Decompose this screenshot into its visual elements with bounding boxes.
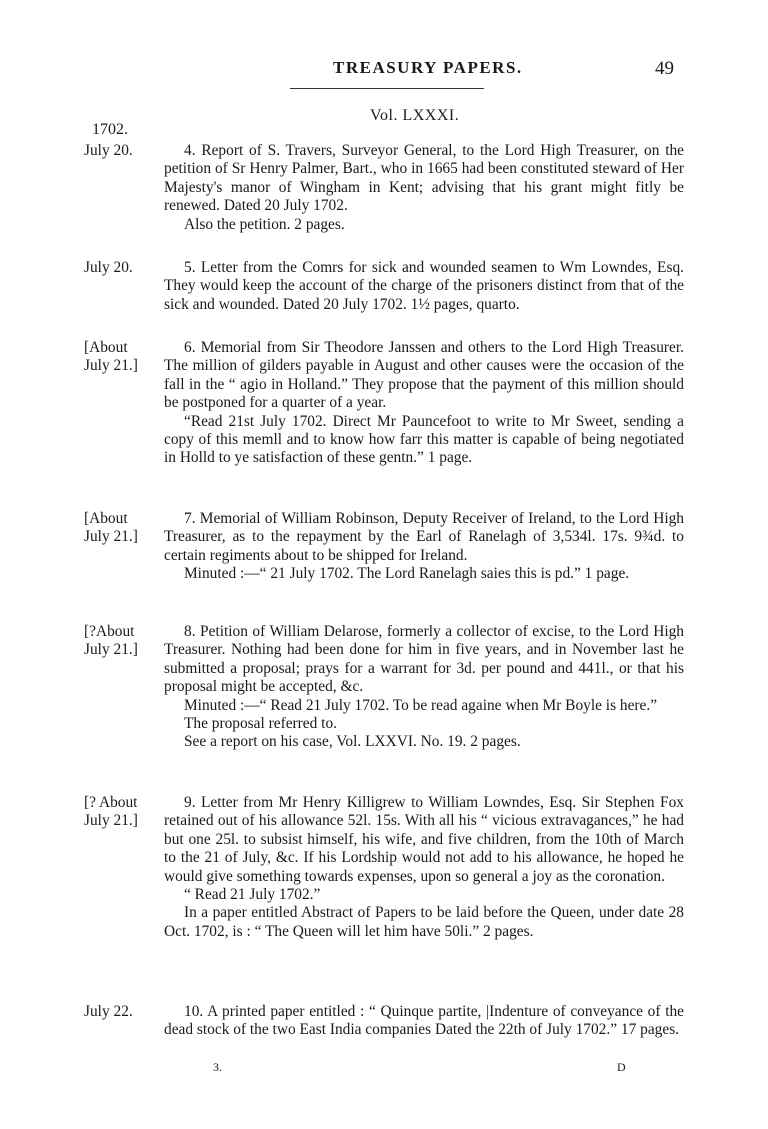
entry-date: July 20. [84, 142, 133, 159]
entry-paragraph: 5. Letter from the Comrs for sick and wounded seamen to Wm Lowndes, Esq. They would keep the account of the charge of the prisoners distinct from that of the sick and wounded. Dated 20 July 1702. 1½ pages, quarto. [164, 259, 684, 313]
entry-date: [About July 21.] [84, 510, 138, 546]
entry-body [164, 142, 684, 234]
entry-paragraph: Minuted :—“ Read 21 July 1702. To be read againe when Mr Boyle is here.” [184, 696, 658, 714]
entry-body [164, 1003, 684, 1040]
gathering-letter: D [617, 1060, 626, 1074]
entry-date: [? About July 21.] [84, 794, 138, 830]
entry-paragraph: 9. Letter from Mr Henry Killigrew to William Lowndes, Esq. Sir Stephen Fox retained out of his allowance 52l. 15s. With all his “ vicious extravagances,” he had but one 25l. to subsist himself, his wife, and five children, from the 10th of March to the 21 of July, &c. If his Lordship would not add to his allowance, he hoped he would give something towards expenses, upon so general a joy as the coronation. [164, 794, 684, 885]
header-rule [290, 88, 484, 89]
entry-paragraph: 6. Memorial from Sir Theodore Janssen and others to the Lord High Treasurer. The million of gilders payable in August and other causes were the occasion of the fall in the “ agio in Holland.” They propose that the payment of this million should be postponed for a quarter of a year. [164, 339, 684, 412]
entry-paragraph: Minuted :—“ 21 July 1702. The Lord Ranelagh saies this is pd.” 1 page. [184, 565, 630, 583]
page-number: 49 [655, 58, 674, 79]
entry-body [164, 623, 684, 752]
entry-paragraph: The proposal referred to. [184, 715, 337, 733]
entry-paragraph: 8. Petition of William Delarose, formerly a collector of excise, to the Lord High Treasurer. Nothing had been done for him in five years, and in November last he submitted a proposal; prays for a warrant for 3d. per pound and 441l., or that his proposal might be accepted, &c. [164, 623, 684, 696]
entry-paragraph: “Read 21st July 1702. Direct Mr Pauncefoot to write to Mr Sweet, sending a copy of this memll and to know how farr this matter is capable of being negotiated in Holld to ye satisfaction of these gentn.” 1 page. [164, 412, 684, 467]
entry-paragraph: 10. A printed paper entitled : “ Quinque partite, |Indenture of conveyance of the dead stock of the two East India companies Dated the 22th of July 1702.” 17 pages. [164, 1003, 684, 1039]
entry-paragraph: 4. Report of S. Travers, Surveyor General, to the Lord High Treasurer, on the petition of Sr Henry Palmer, Bart., who in 1665 had been constituted steward of Her Majesty's manor of Wingham in Kent; advising that his grant might fitly be renewed. Dated 20 July 1702. [164, 142, 684, 215]
entry-paragraph: “ Read 21 July 1702.” [184, 886, 321, 904]
entry-body [164, 794, 684, 941]
entry-date: July 22. [84, 1003, 133, 1020]
year-label: 1702. [92, 121, 128, 138]
entry-date: [?About July 21.] [84, 623, 138, 659]
entry-paragraph: See a report on his case, Vol. LXXVI. No. 19. 2 pages. [184, 733, 521, 751]
entry-body [164, 259, 684, 314]
entry-paragraph: In a paper entitled Abstract of Papers to be laid before the Queen, under date 28 Oct. 1702, is : “ The Queen will let him have 50li.” 2 pages. [164, 904, 684, 940]
entry-paragraph: 7. Memorial of William Robinson, Deputy Receiver of Ireland, to the Lord High Treasurer, as to the repayment by the Earl of Ranelagh of 3,534l. 17s. 9¾d. to certain regiments about to be shipped for Ireland. [164, 510, 684, 564]
entry-date: July 20. [84, 259, 133, 276]
entry-body [164, 339, 684, 468]
entry-date: [About July 21.] [84, 339, 138, 375]
entry-body [164, 510, 684, 584]
page-header [0, 58, 768, 90]
entry-paragraph: Also the petition. 2 pages. [184, 215, 345, 233]
running-title: TREASURY PAPERS. [333, 58, 523, 77]
signature-mark: 3. [213, 1060, 222, 1074]
